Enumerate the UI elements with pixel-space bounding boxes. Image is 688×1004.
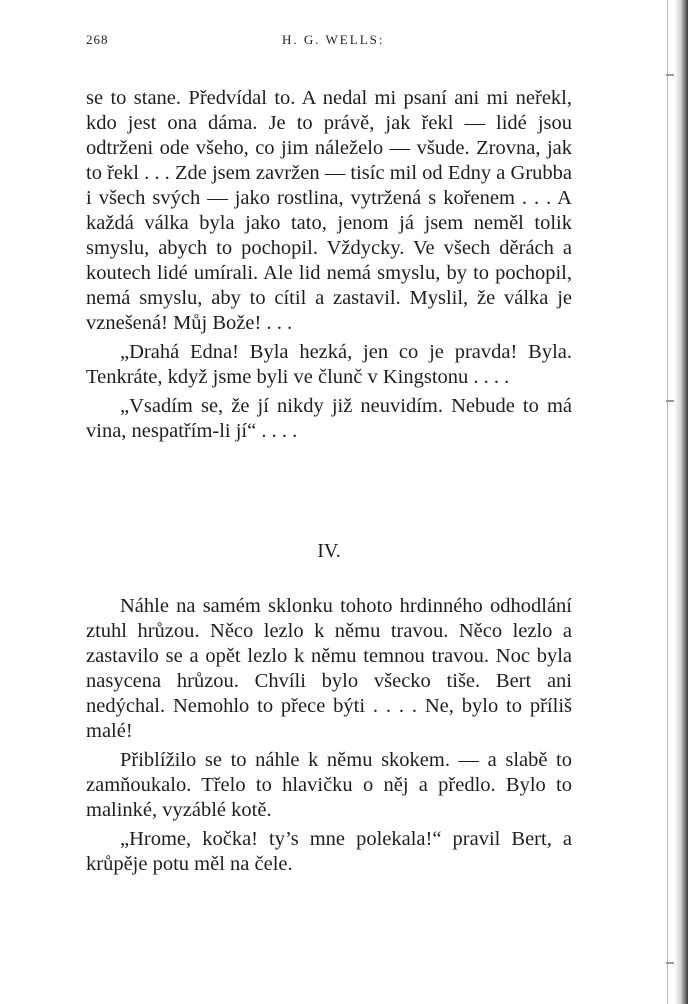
section-heading: IV. xyxy=(317,540,341,562)
text-block-before-section xyxy=(86,86,572,448)
paragraph: „Vsadím se, že jí nikdy již neuvidím. Nebude to má vina, nespatřím-li jí“ . . . . xyxy=(86,395,572,442)
paragraph: se to stane. Předvídal to. A nedal mi psaní ani mi neřekl, kdo jest ona dáma. Je to právě, jak řekl — lidé jsou odtrženi ode všeho, co jim náleželo — všude. Zrovna, jak to řekl . . . Zde jsem zavržen — tisíc mil od Edny a Grubba i všech svých — jako rostlina, vytržená s kořenem . . . A každá válka byla jako tato, jenom já jsem neměl tolik smyslu, abych to pochopil. Vždycky. Ve všech děrách a koutech lidé umírali. Ale lid nemá smyslu, by to pochopil, nemá smyslu, aby to cítil a zastavil. Myslil, že válka je vznešená! Můj Bože! . . . xyxy=(86,87,572,334)
page-header xyxy=(86,32,572,56)
paragraph: „Drahá Edna! Byla hezká, jen co je pravda! Byla. Tenkráte, když jsme byli ve člunč v Kingstonu . . . . xyxy=(86,341,572,388)
paragraph: „Hrome, kočka! ty’s mne polekala!“ pravil Bert, a krůpěje potu měl na čele. xyxy=(86,828,572,875)
running-head: H. G. WELLS: xyxy=(282,32,385,47)
page-edge-mark xyxy=(666,962,674,964)
page-fold-line xyxy=(667,0,668,1004)
page-edge-mark xyxy=(666,400,674,402)
page-number: 268 xyxy=(86,32,109,47)
page-edge-mark xyxy=(666,74,674,76)
text-block-after-section xyxy=(86,594,572,881)
page-edge-shadow xyxy=(674,0,688,1004)
paragraph: Náhle na samém sklonku tohoto hrdinného odhodlání ztuhl hrůzou. Něco lezlo k němu travou. Něco lezlo a zastavilo se a opět lezlo k němu temnou travou. Noc byla nasycena hrůzou. Chvíli bylo všecko tiše. Bert ani nedýchal. Nemohlo to přece býti . . . . Ne, bylo to příliš malé! xyxy=(86,595,572,742)
paragraph: Přiblížilo se to náhle k němu skokem. — a slabě to zamňoukalo. Třelo to hlavičku o něj a předlo. Bylo to malinké, vyzáblé kotě. xyxy=(86,749,572,821)
